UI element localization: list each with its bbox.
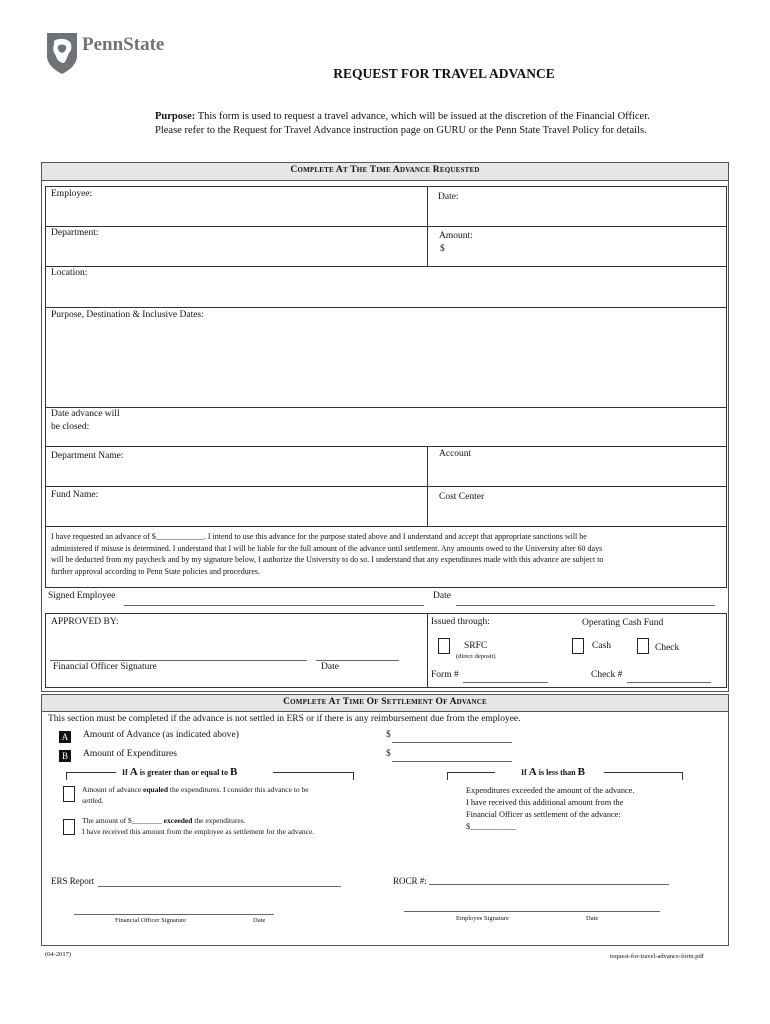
- check-number-line[interactable]: [627, 682, 711, 683]
- opt2-bold: exceeded: [163, 816, 193, 825]
- expenditures-amount-line[interactable]: [392, 761, 512, 762]
- statement-line-2: administered if misuse is determined. I understand that I will be liable for the full amount of the advance until settlement. Any amounts owed to the University after 60 days: [51, 543, 603, 553]
- right-line-2: I have received this additional amount from the: [466, 798, 624, 807]
- form-number-line[interactable]: [463, 682, 548, 683]
- date-label: Date:: [438, 192, 459, 202]
- purpose-line-2: Please refer to the Request for Travel Advance instruction page on GURU or the Penn State Travel Policy for details.: [155, 125, 647, 136]
- left-heading-a: A: [129, 766, 138, 778]
- employee-date-label: Date: [586, 915, 599, 922]
- date-closed-field[interactable]: [45, 407, 727, 448]
- employee-signature-line[interactable]: [404, 911, 660, 912]
- employee-signature-label: Employee Signature: [456, 915, 509, 922]
- fin-officer-signature-line-2[interactable]: [74, 914, 274, 915]
- right-bracket-line-1: [447, 772, 495, 773]
- right-line-3: Financial Officer as settlement of the advance:: [466, 810, 621, 819]
- amount-of-expenditures-label: Amount of Expenditures: [83, 749, 177, 759]
- section-2-intro: This section must be completed if the advance is not settled in ERS or if there is any reimbursement due from the employee.: [48, 714, 521, 724]
- right-settlement-text: [466, 785, 634, 833]
- left-bracket-tick-1: [66, 772, 67, 780]
- department-field[interactable]: [45, 226, 428, 268]
- equaled-option-text: [82, 784, 309, 806]
- srfc-checkbox[interactable]: [438, 638, 450, 654]
- account-label: Account: [439, 449, 472, 459]
- right-heading-b: B: [577, 766, 585, 778]
- operating-cash-fund-label: Operating Cash Fund: [582, 618, 664, 628]
- equaled-checkbox[interactable]: [63, 786, 75, 802]
- right-line-4: $___________: [466, 822, 516, 831]
- srfc-label: SRFC: [464, 641, 488, 651]
- opt2-line-2: I have received this amount from the employee as settlement for the advance.: [82, 827, 315, 836]
- right-bracket-tick-2: [682, 772, 683, 780]
- fin-officer-signature-line[interactable]: [50, 660, 307, 661]
- statement-line-1: I have requested an advance of $____________. I intend to use this advance for the purpose stated above and I understand and accept that appropriate sanctions will be: [51, 532, 587, 541]
- opt1-pre: Amount of advance: [82, 785, 144, 794]
- amount-dollar: $: [440, 244, 445, 254]
- b-badge: B: [59, 750, 71, 762]
- left-condition-heading: [122, 766, 237, 778]
- ers-report-label: ERS Report: [51, 876, 95, 886]
- advance-dollar: $: [386, 730, 391, 740]
- approved-date-line[interactable]: [316, 660, 399, 661]
- signed-employee-line[interactable]: [124, 605, 424, 606]
- amount-of-advance-label: Amount of Advance (as indicated above): [83, 730, 239, 740]
- right-heading-mid: is less than: [536, 768, 578, 777]
- check-checkbox[interactable]: [637, 638, 649, 654]
- check-label: Check: [655, 643, 680, 653]
- fund-name-label: Fund Name:: [51, 490, 99, 500]
- section-2-header: Complete At Time Of Settlement Of Advance: [41, 694, 729, 712]
- date-closed-label: [51, 408, 120, 434]
- fund-name-field[interactable]: [45, 486, 428, 528]
- rocr-label: ROCR #:: [393, 876, 427, 886]
- right-heading-pre: If: [521, 768, 529, 777]
- right-line-1: Expenditures exceeded the amount of the advance.: [466, 786, 635, 795]
- logo-text: PennState: [82, 34, 165, 55]
- location-field[interactable]: [45, 266, 727, 309]
- direct-deposit-label: (direct deposit): [456, 653, 496, 660]
- employee-label: Employee:: [51, 189, 93, 199]
- date-closed-line-1: Date advance will: [51, 409, 120, 419]
- purpose-line-1: This form is used to request a travel advance, which will be issued at the discretion of the Financial Officer.: [197, 111, 650, 122]
- left-bracket-line-2: [273, 772, 353, 773]
- left-heading-pre: If: [122, 768, 130, 777]
- exceeded-option-text: [82, 815, 314, 837]
- expenditures-dollar: $: [386, 749, 391, 759]
- page-title: REQUEST FOR TRAVEL ADVANCE: [333, 66, 555, 81]
- left-bracket-tick-2: [353, 772, 354, 780]
- right-bracket-line-2: [604, 772, 682, 773]
- department-name-label: Department Name:: [51, 451, 124, 461]
- opt1-line-2: settled.: [82, 796, 104, 805]
- opt1-bold: equaled: [143, 785, 169, 794]
- left-heading-b: B: [229, 766, 238, 778]
- exceeded-checkbox[interactable]: [63, 819, 75, 835]
- left-bracket-line-1: [66, 772, 116, 773]
- purpose-destination-field[interactable]: [45, 307, 727, 409]
- fin-officer-date-label: Date: [253, 917, 266, 924]
- employee-field[interactable]: [45, 186, 428, 228]
- date-closed-line-2: be closed:: [51, 422, 90, 432]
- check-number-label: Check #: [591, 670, 623, 680]
- right-heading-a: A: [528, 766, 537, 778]
- advance-statement: [51, 531, 603, 577]
- section-1-header: Complete At The Time Advance Requested: [41, 162, 729, 181]
- form-filename: request-for-travel-advance-form.pdf: [610, 953, 704, 960]
- purpose-label: Purpose:: [155, 111, 196, 122]
- rocr-line[interactable]: [429, 884, 669, 885]
- opt2-pre: The amount of $________: [82, 816, 164, 825]
- a-badge: A: [59, 731, 71, 743]
- ers-report-line[interactable]: [98, 886, 341, 887]
- sign-date-label: Date: [433, 591, 451, 601]
- amount-label: Amount:: [439, 231, 473, 241]
- location-label: Location:: [51, 268, 88, 278]
- cost-center-label: Cost Center: [439, 492, 485, 502]
- form-version: (04-2017): [45, 951, 71, 958]
- department-label: Department:: [51, 228, 99, 238]
- opt1-post: the expenditures. I consider this advance to be: [168, 785, 309, 794]
- statement-line-4: further approval according to Penn State policies and procedures.: [51, 566, 261, 576]
- right-bracket-tick-1: [447, 772, 448, 780]
- fin-officer-signature-label-2: Financial Officer Signature: [115, 917, 186, 924]
- cash-checkbox[interactable]: [572, 638, 584, 654]
- date-field[interactable]: [427, 186, 727, 228]
- purpose-text: [155, 110, 650, 138]
- approved-date-label: Date: [321, 662, 339, 672]
- advance-amount-line[interactable]: [392, 742, 512, 743]
- cash-label: Cash: [592, 641, 611, 651]
- approved-by-label: APPROVED BY:: [51, 617, 119, 627]
- form-number-label: Form #: [431, 670, 459, 680]
- opt2-post: the expenditures.: [192, 816, 246, 825]
- signed-employee-label: Signed Employee: [48, 591, 116, 601]
- account-field[interactable]: [427, 446, 727, 488]
- sign-date-line[interactable]: [456, 605, 715, 606]
- left-heading-mid: is greater than or equal to: [137, 768, 230, 777]
- fin-officer-signature-label: Financial Officer Signature: [53, 662, 157, 672]
- issued-through-label: Issued through:: [431, 617, 490, 627]
- right-condition-heading: [521, 766, 585, 778]
- purpose-destination-label: Purpose, Destination & Inclusive Dates:: [51, 310, 204, 320]
- statement-line-3: will be deducted from my paycheck and by my signature below, I authorize the University to do so. I understand that any expenditures made with this advance are subject to: [51, 555, 604, 564]
